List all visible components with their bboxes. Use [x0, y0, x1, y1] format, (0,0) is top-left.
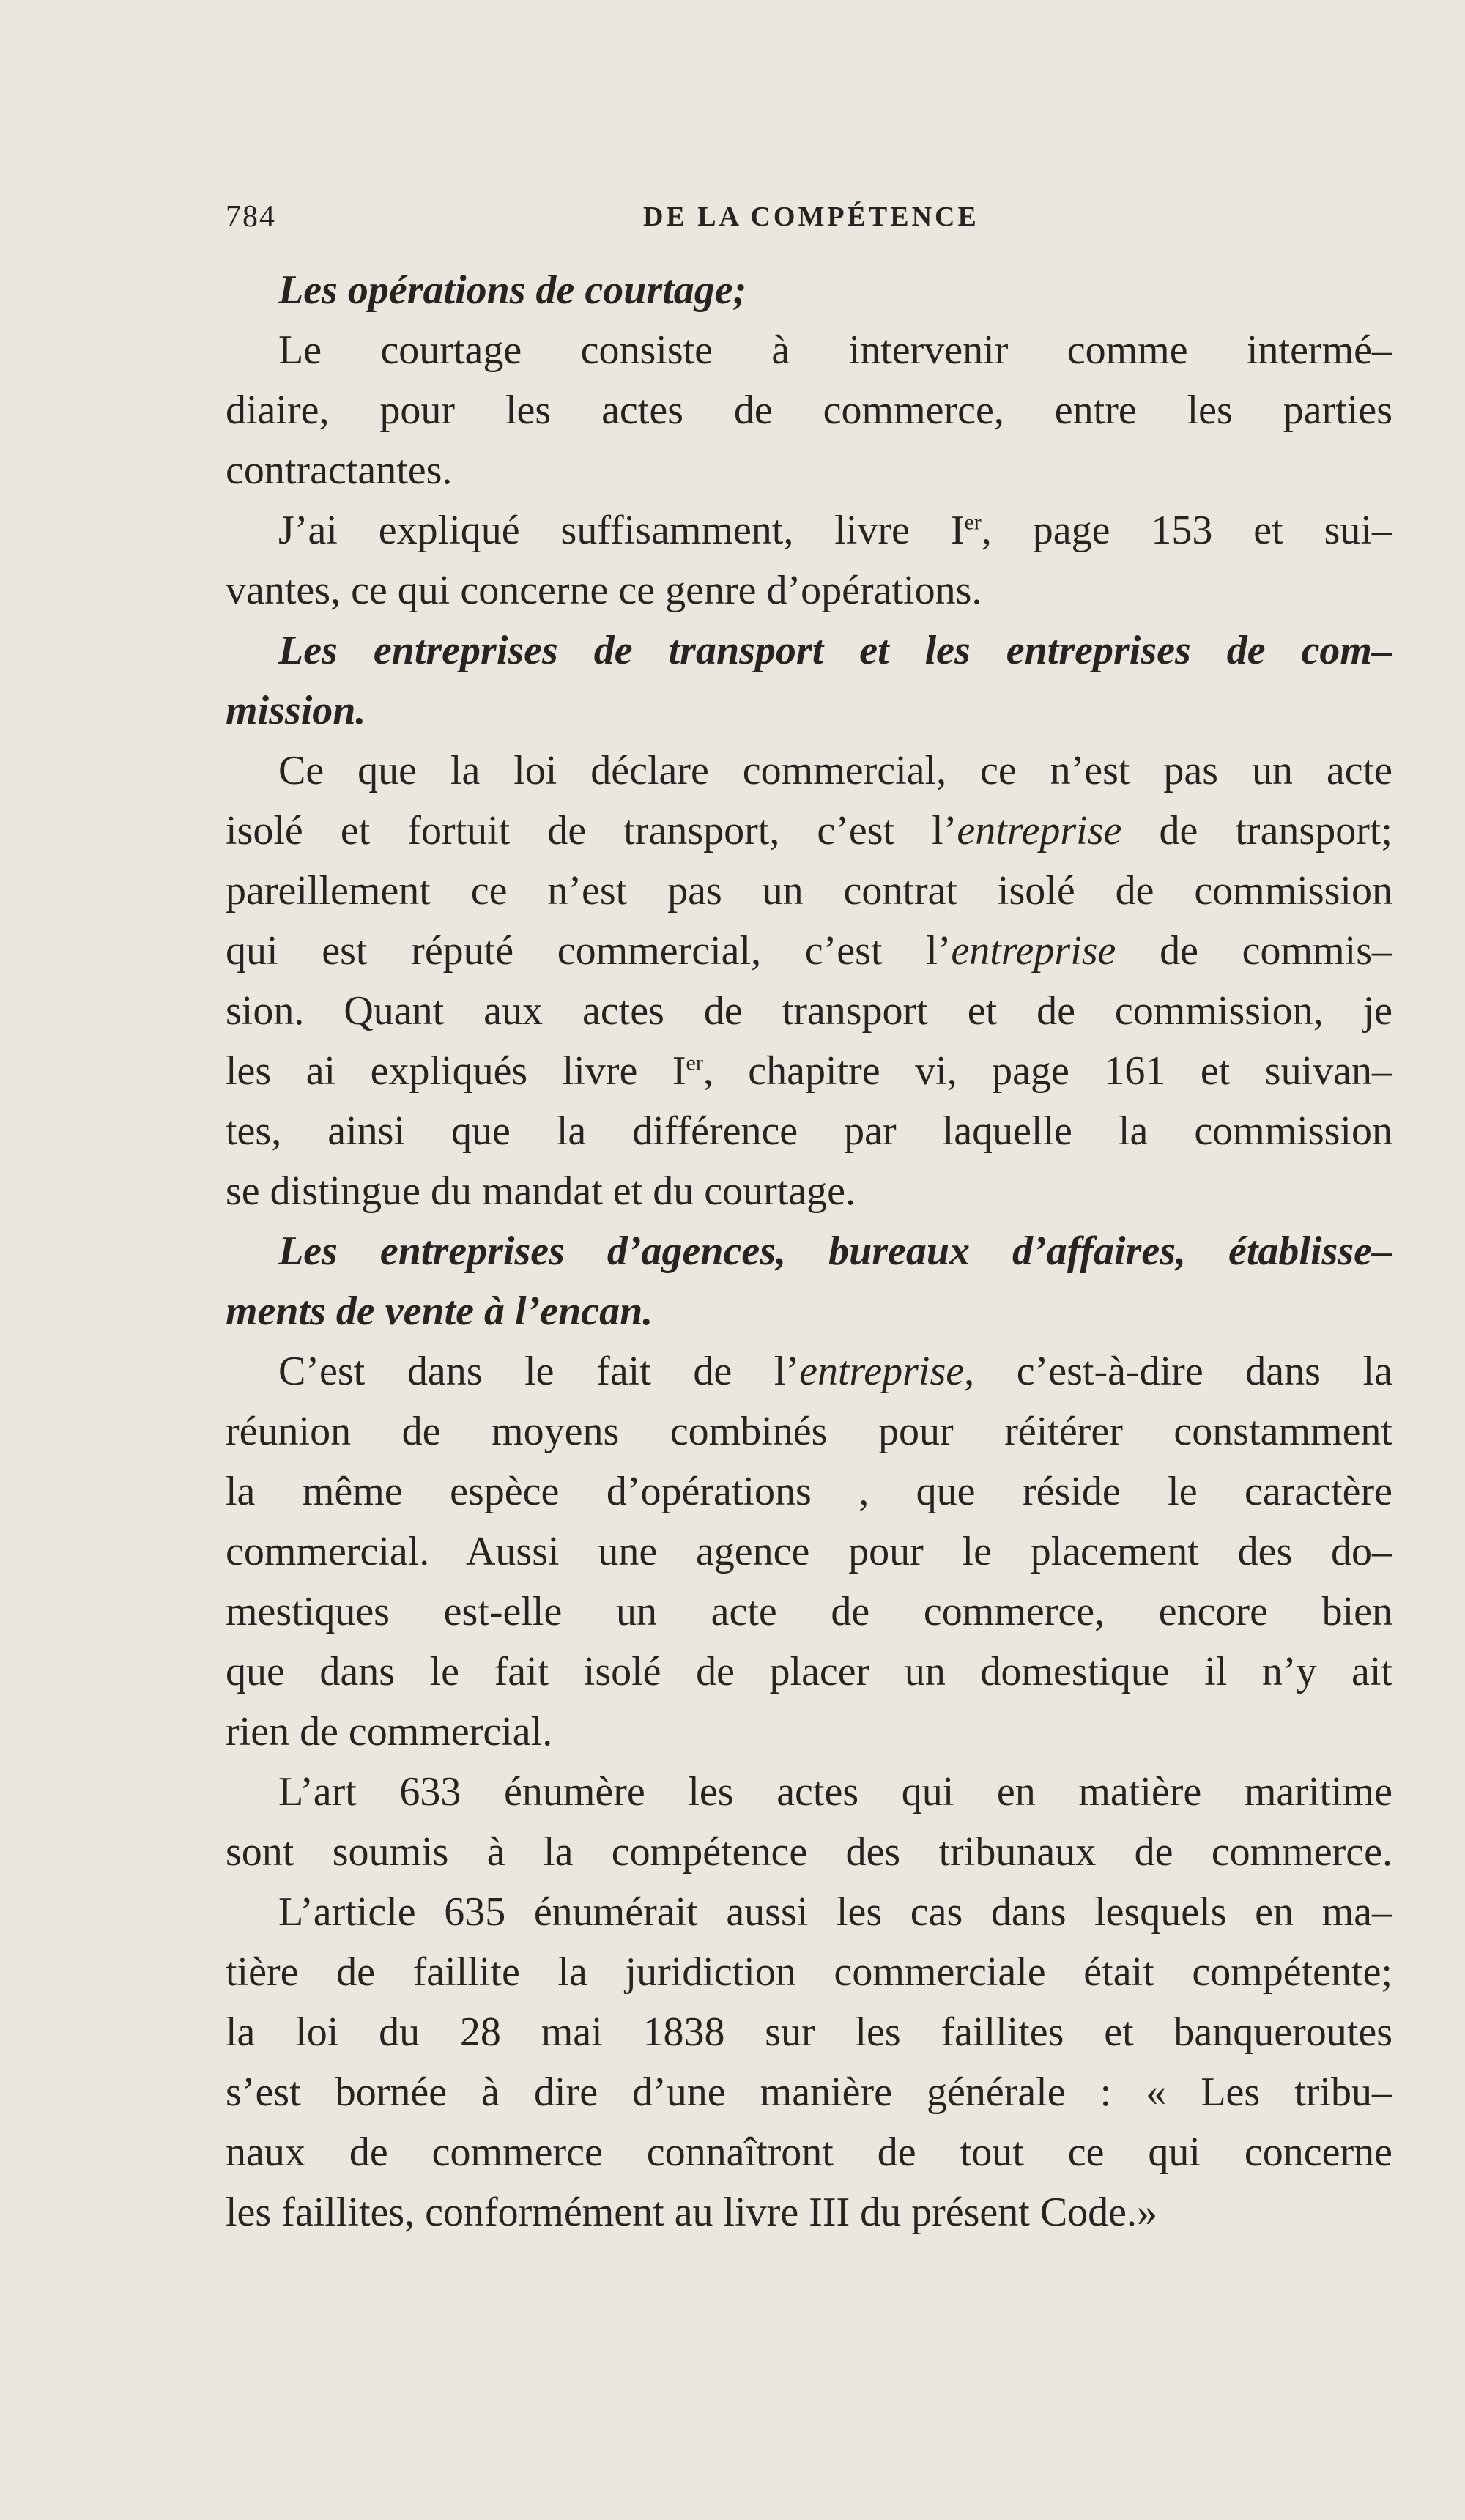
text-line: pareillement ce n’est pas un contrat isolé de commission [226, 868, 1392, 914]
section-heading: Les entreprises de transport et les entreprises de com– [278, 628, 1392, 673]
running-header [226, 199, 1392, 243]
text-line: les ai expliqués livre Ier, chapitre vi, page 161 et suivan– [226, 1048, 1392, 1094]
section-heading: mission. [226, 688, 366, 733]
section-heading: ments de vente à l’encan. [226, 1289, 653, 1334]
text-line: isolé et fortuit de transport, c’est l’entreprise de transport; [226, 808, 1392, 853]
text-line: contractantes. [226, 448, 453, 493]
text-line: rien de commercial. [226, 1709, 553, 1754]
text-line: la loi du 28 mai 1838 sur les faillites et banqueroutes [226, 2009, 1392, 2055]
text-line: les faillites, conformément au livre III du présent Code.» [226, 2190, 1158, 2235]
page-number: 784 [226, 200, 276, 234]
text-line: s’est bornée à dire d’une manière générale : « Les tribu– [226, 2069, 1392, 2115]
page-body [226, 260, 1392, 2242]
text-line: tière de faillite la juridiction commerciale était compétente; [226, 1949, 1392, 1995]
text-line: L’article 635 énumérait aussi les cas dans lesquels en ma– [278, 1889, 1392, 1935]
text-line: commercial. Aussi une agence pour le placement des do– [226, 1529, 1392, 1574]
section-heading: Les entreprises d’agences, bureaux d’affaires, établisse– [278, 1228, 1392, 1274]
text-line: sont soumis à la compétence des tribunaux de commerce. [226, 1829, 1392, 1875]
text-line: la même espèce d’opérations , que réside le caractère [226, 1469, 1392, 1514]
text-line: C’est dans le fait de l’entreprise, c’est-à-dire dans la [278, 1349, 1392, 1394]
text-line: Ce que la loi déclare commercial, ce n’est pas un acte [278, 748, 1392, 793]
text-line: se distingue du mandat et du courtage. [226, 1168, 856, 1214]
text-line: tes, ainsi que la différence par laquelle la commission [226, 1108, 1392, 1154]
text-line: que dans le fait isolé de placer un domestique il n’y ait [226, 1649, 1392, 1694]
text-line: naux de commerce connaîtront de tout ce qui concerne [226, 2130, 1392, 2175]
running-title: DE LA COMPÉTENCE [643, 201, 979, 232]
text-line: L’art 633 énumère les actes qui en matière maritime [278, 1769, 1392, 1815]
section-heading: Les opérations de courtage; [278, 267, 747, 313]
text-line: diaire, pour les actes de commerce, entre les parties [226, 388, 1392, 433]
text-line: sion. Quant aux actes de transport et de commission, je [226, 988, 1392, 1034]
text-line: réunion de moyens combinés pour réitérer constamment [226, 1409, 1392, 1454]
text-line: J’ai expliqué suffisamment, livre Ier, page 153 et sui– [278, 508, 1392, 553]
text-line: qui est réputé commercial, c’est l’entreprise de commis– [226, 928, 1392, 974]
text-line: Le courtage consiste à intervenir comme intermé– [278, 327, 1392, 373]
text-line: vantes, ce qui concerne ce genre d’opérations. [226, 568, 982, 613]
text-line: mestiques est-elle un acte de commerce, encore bien [226, 1589, 1392, 1634]
